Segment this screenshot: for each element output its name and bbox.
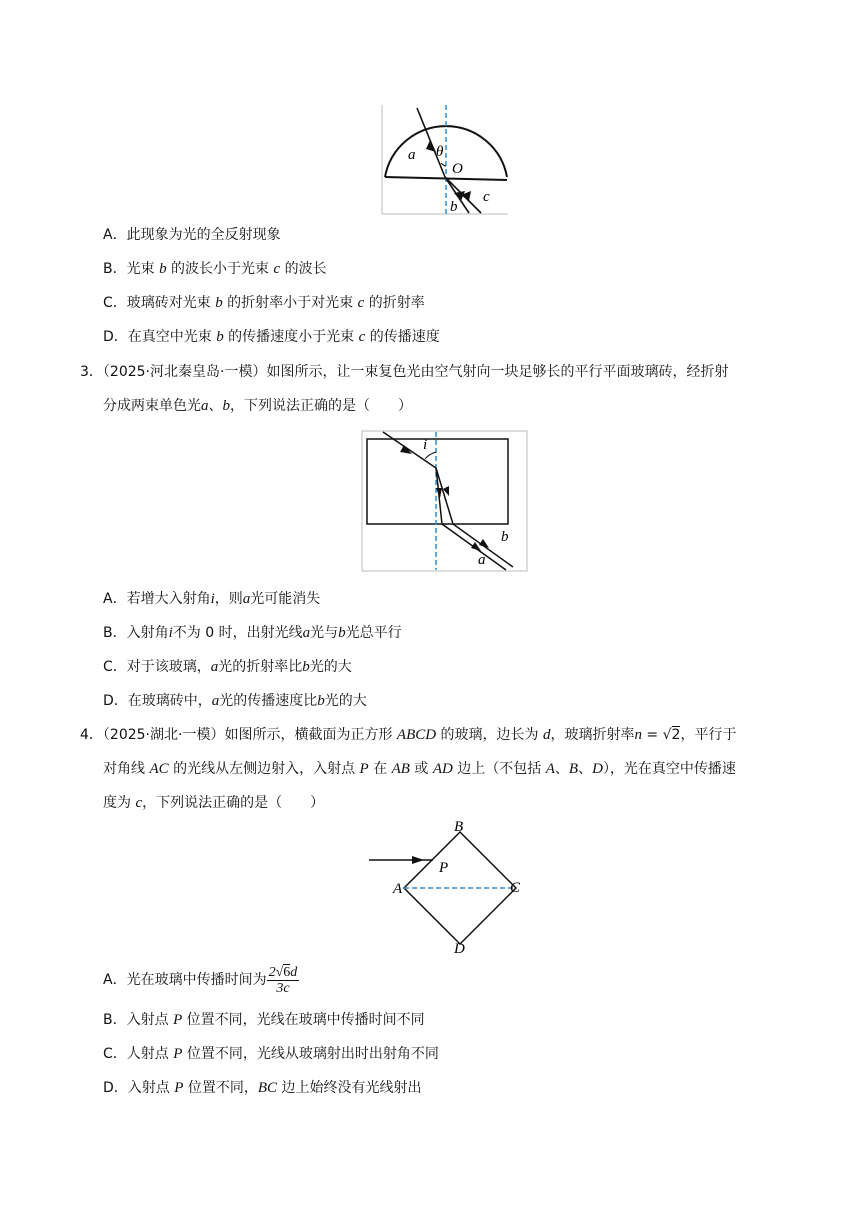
label-c: c xyxy=(483,189,490,205)
figure-frame xyxy=(362,431,527,571)
q3-option-d: D．在玻璃砖中，a光的传播速度比b光的大 xyxy=(103,693,367,709)
q3-option-a: A．若增大入射角i，则a光可能消失 xyxy=(103,591,321,607)
q2-option-c: C．玻璃砖对光束 b 的折射率小于对光束 c 的折射率 xyxy=(103,295,425,311)
q4-option-c: C．人射点 P 位置不同，光线从玻璃射出时出射角不同 xyxy=(103,1046,439,1062)
q3-option-c: C．对于该玻璃，a光的折射率比b光的大 xyxy=(103,659,352,675)
label-b: b xyxy=(501,529,509,545)
option-key: D． xyxy=(103,1080,128,1096)
q2-option-a: A．此现象为光的全反射现象 xyxy=(103,227,281,243)
label-a: a xyxy=(408,147,416,163)
incident-ray xyxy=(383,432,436,468)
q3-option-b: B．入射角i不为 0 时，出射光线a光与b光总平行 xyxy=(103,625,402,641)
q3-stem-line2: 分成两束单色光a、b，下列说法正确的是（ ） xyxy=(103,398,412,414)
option-key: D． xyxy=(103,329,128,345)
option-key: D． xyxy=(103,693,128,709)
vertex-label-d: D xyxy=(454,941,465,957)
label-a: a xyxy=(478,552,486,568)
label-i: i xyxy=(423,437,428,453)
option-key: A． xyxy=(103,227,127,243)
option-key: B． xyxy=(103,625,127,641)
q4-stem-line2: 对角线 AC 的光线从左侧边射入，入射点 P 在 AB 或 AD 边上（不包括 A、B、D），光在真空中传播速 xyxy=(103,761,736,777)
q4-option-d: D．入射点 P 位置不同，BC 边上始终没有光线射出 xyxy=(103,1080,422,1096)
question-number: 3． xyxy=(80,364,103,380)
option-key: C． xyxy=(103,659,127,675)
q4-stem-line3: 度为 c，下列说法正确的是（ ） xyxy=(103,795,325,811)
arc-i xyxy=(425,452,436,459)
question-number: 4． xyxy=(80,727,103,743)
time-fraction: $\frac{2√6d}{3c}$ xyxy=(268,964,298,996)
incident-ray-arrow xyxy=(412,856,424,864)
option-key: B． xyxy=(103,261,127,277)
semicircle-refraction-figure xyxy=(381,103,509,216)
vertex-label-b: B xyxy=(454,820,464,835)
square-glass-figure xyxy=(366,820,526,958)
option-key: A． xyxy=(103,972,127,988)
q4-option-a: A．光在玻璃中传播时间为 $\frac{2√6d}{3c}$ xyxy=(103,964,298,996)
option-key: C． xyxy=(103,1046,127,1062)
point-label-p: P xyxy=(439,860,449,876)
option-key: B． xyxy=(103,1012,127,1028)
q3-stem-line1: 3．（2025·河北秦皇岛·一模）如图所示，让一束复色光由空气射向一块足够长的平行平面玻璃砖，经折射 xyxy=(80,364,729,380)
vertex-label-c: C xyxy=(510,880,521,896)
q2-option-d: D．在真空中光束 b 的传播速度小于光束 c 的传播速度 xyxy=(103,329,440,345)
label-o: O xyxy=(452,161,463,177)
option-key: C． xyxy=(103,295,127,311)
q4-option-b: B．入射点 P 位置不同，光线在玻璃中传播时间不同 xyxy=(103,1012,425,1028)
vertex-label-a: A xyxy=(393,881,403,897)
label-b: b xyxy=(450,199,458,215)
option-key: A． xyxy=(103,591,127,607)
label-theta: θ xyxy=(436,144,444,160)
glass-slab-figure xyxy=(361,430,529,573)
q4-stem-line1: 4．（2025·湖北·一模）如图所示，横截面为正方形 ABCD 的玻璃，边长为 d，玻璃折射率n = √2，平行于 xyxy=(80,727,737,743)
incident-ray-arrow xyxy=(400,445,412,454)
q2-option-b: B．光束 b 的波长小于光束 c 的波长 xyxy=(103,261,327,277)
